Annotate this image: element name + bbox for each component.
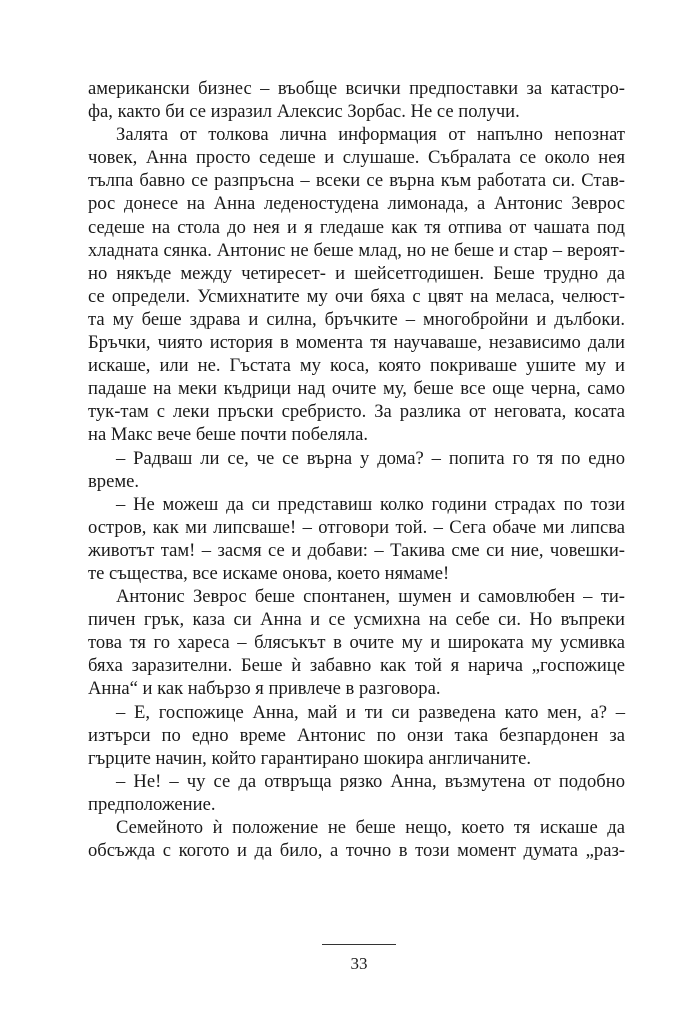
text-line: но някъде между четиресет- и шейсетгодишен. Беше трудно да (88, 262, 625, 284)
text-line: пичен грък, каза си Анна и се усмихна на себе си. Но въпреки (88, 609, 625, 631)
text-line: Залята от толкова лична информация от напълно непознат (116, 124, 625, 146)
paragraph-6 (88, 701, 625, 770)
text-line: – Е, госпожице Анна, май и ти си разведена като мен, а? – (116, 701, 625, 723)
text-line: американски бизнес – въобще всички предпоставки за катастро- (88, 78, 625, 99)
text-line: предположение. (88, 793, 216, 815)
paragraph-4 (88, 493, 625, 585)
paragraph-8 (88, 816, 625, 862)
text-line: животът там! – засмя се и добави: – Такива сме си ние, човешки- (88, 539, 625, 561)
paragraph-5 (88, 585, 625, 700)
text-line: – Не можеш да си представиш колко години страдах по този (116, 493, 625, 515)
text-line: на Макс вече беше почти побеляла. (88, 424, 369, 446)
text-line: фа, както би се изразил Алексис Зорбас. Не се получи. (88, 101, 520, 123)
text-line: падаше на меки къдрици над очите му, беше все още черна, само (88, 378, 625, 400)
text-line: бяха заразителни. Беше ѝ забавно как той я нарича „госпожице (88, 655, 625, 677)
text-line: седеше на стола до нея и я гледаше как тя отпива от чашата под (88, 216, 625, 238)
text-line: хладната сянка. Антонис не беше млад, но не беше и стар – вероят- (88, 239, 625, 261)
text-line: тълпа бавно се разпръсна – всеки се върна към работата си. Став- (88, 170, 625, 192)
text-line: искаше, или не. Гъстата му коса, която покриваше ушите му и (88, 355, 625, 377)
text-line: Анна“ и как набързо я привлече в разговора. (88, 678, 441, 700)
page-number: 33 (350, 954, 368, 973)
paragraph-7 (88, 770, 625, 816)
paragraph-3 (88, 447, 625, 493)
text-line: те същества, все искаме онова, което нямаме! (88, 562, 450, 584)
text-line: човек, Анна просто седеше и слушаше. Събралата се около нея (88, 147, 625, 169)
footer-rule (322, 944, 396, 945)
text-line: това тя го хареса – блясъкът в очите му и широката му усмивка (88, 632, 625, 654)
text-line: тук-там с леки пръски сребристо. За разлика от неговата, косата (88, 401, 625, 423)
text-line: се определи. Усмихнатите му очи бяха с цвят на меласа, челюст- (88, 285, 625, 307)
text-line: изтърси по едно време Антонис по онзи така безпардонен за (88, 724, 625, 746)
text-line: обсъжда с когото и да било, а точно в този момент думата „раз- (88, 840, 625, 862)
page-body (88, 77, 625, 862)
text-line: време. (88, 470, 139, 492)
text-line: рос донесе на Анна леденостудена лимонада, а Антонис Зеврос (88, 193, 625, 215)
text-line: та му беше здрава и силна, бръчките – многобройни и дълбоки. (88, 308, 625, 330)
paragraph-1 (88, 77, 625, 123)
text-line: Бръчки, чиято история в момента тя научаваше, независимо дали (88, 332, 625, 354)
text-line: гърците начин, който гарантирано шокира англичаните. (88, 747, 531, 769)
paragraph-2 (88, 123, 625, 446)
text-line: Антонис Зеврос беше спонтанен, шумен и самовлюбен – ти- (116, 586, 625, 608)
text-line: – Не! – чу се да отвръща рязко Анна, възмутена от подобно (116, 770, 625, 792)
text-line: Семейното ѝ положение не беше нещо, което тя искаше да (116, 817, 625, 838)
text-line: остров, как ми липсваше! – отговори той. – Сега обаче ми липсва (88, 516, 625, 538)
text-line: – Радваш ли се, че се върна у дома? – попита го тя по едно (116, 447, 625, 469)
